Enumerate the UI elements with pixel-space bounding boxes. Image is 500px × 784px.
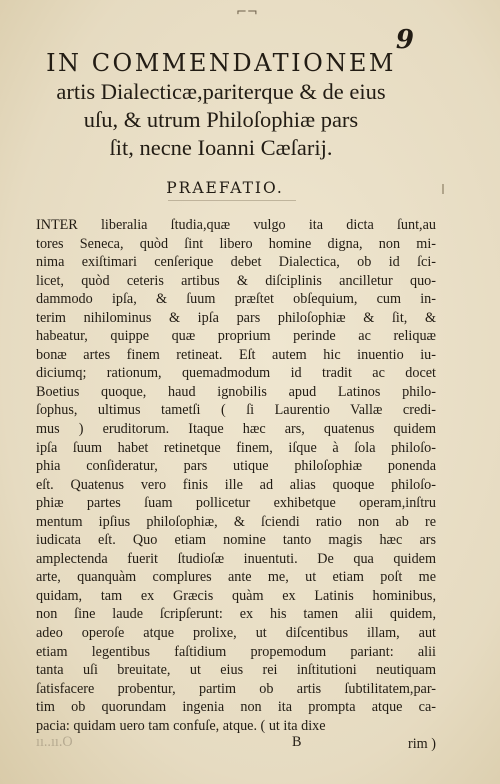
text-line: ſatisfacere probentur, partim ob artis ſubtilitatem,par- <box>36 680 436 697</box>
text-line: terim nihilominus & ipſa pars philoſophiæ & ſit, & <box>36 309 436 326</box>
body-text <box>36 216 436 735</box>
text-line: ſophus, ultimus tametſi ( ſi Laurentio Vallæ credi- <box>36 402 436 419</box>
text-line: mentum ipſius philoſophiæ, & ſciendi ratio non ab re <box>36 513 436 530</box>
text-line: tim ob quorundam ingenia non ita prompta atque ca- <box>36 699 436 716</box>
margin-mark <box>442 184 444 194</box>
heading-line-3: uſu, & utrum Philoſophiæ pars <box>83 107 359 132</box>
text-line: adeo operoſe atque prolixe, ut diſcentibus illam, aut <box>36 625 436 642</box>
text-line: quidam, tam ex Græcis quàm ex Latinis hominibus, <box>36 587 436 604</box>
preface-underline <box>168 200 296 201</box>
catchword: rim ) <box>408 736 436 752</box>
preface-title: PRAEFATIO. <box>166 179 284 197</box>
text-line: tanta uſi breuitate, ut eius rei inſtitutioni neutiquam <box>36 662 436 679</box>
text-line: mus ) eruditorum. Itaque hæc ars, quatenus quidem <box>36 421 436 438</box>
faded-stamp: ıı..ıı.O <box>36 734 73 750</box>
text-line: habeatur, quippe quæ proprium perinde ac reliquæ <box>36 328 436 345</box>
text-line: arte, quanquàm complures ante me, ut etiam poſt me <box>36 569 436 586</box>
page-footer <box>36 734 436 754</box>
text-line: non ſine laude ſcripſerunt: ex his tamen alii quidem, <box>36 606 436 623</box>
text-line: licet, quòd ceteris artibus & diſciplinis ancilletur quo- <box>36 272 436 289</box>
text-line: diciumq; rationum, quemadmodum id tradit ac docet <box>36 365 436 382</box>
text-line: phia conſideratur, pars utique philoſophiæ ponenda <box>36 458 436 475</box>
text-line: bonæ artes finem retineat. Eſt autem hic inuentio iu- <box>36 346 436 363</box>
text-line: INTER liberalia ſtudia,quæ vulgo ita dicta ſunt,au <box>36 217 436 233</box>
text-line: Boetius quoque, haud ignobilis apud Latinos philo- <box>36 383 436 400</box>
text-line: tores Seneca, quòd ſint libero homine digna, non mi- <box>36 235 436 252</box>
text-line: pacia: quidam uero tam confuſe, atque. ( ut ita dixe <box>36 717 326 734</box>
text-line: ipſa ſuum habet retinetque finem, iſque à ſola philoſo- <box>36 439 436 456</box>
edge-mark: ⌐¬ <box>236 5 258 20</box>
text-line: phiæ partes ſuam pollicetur exhibetque operam,inſtru <box>36 495 436 512</box>
page-heading <box>16 48 426 162</box>
text-line: eſt. Quatenus vero finis ille ad alias quoque philoſo- <box>36 476 436 493</box>
heading-line-4: ſit, necne Ioanni Cæſarij. <box>109 135 333 160</box>
text-line: nima exiſtimari cenſerique debet Dialectica, ob id ſci- <box>36 254 436 271</box>
heading-line-1: IN COMMENDATIONEM <box>46 49 396 77</box>
signature-mark: B <box>292 734 302 750</box>
text-line: etiam legentibus faſtidium propemodum pariant: alii <box>36 643 436 660</box>
text-line: iudicata eſt. Quo etiam nomine tanto magis hæc ars <box>36 532 436 549</box>
text-line: dammodo ipſa, & ſuum præſtet obſequium, cum in- <box>36 291 436 308</box>
heading-line-2: artis Dialecticæ,pariterque & de eius <box>56 79 386 104</box>
text-line: amplectenda fuerit ſtudioſæ inuentuti. De qua quidem <box>36 550 436 567</box>
page-number: 9 <box>395 25 414 55</box>
